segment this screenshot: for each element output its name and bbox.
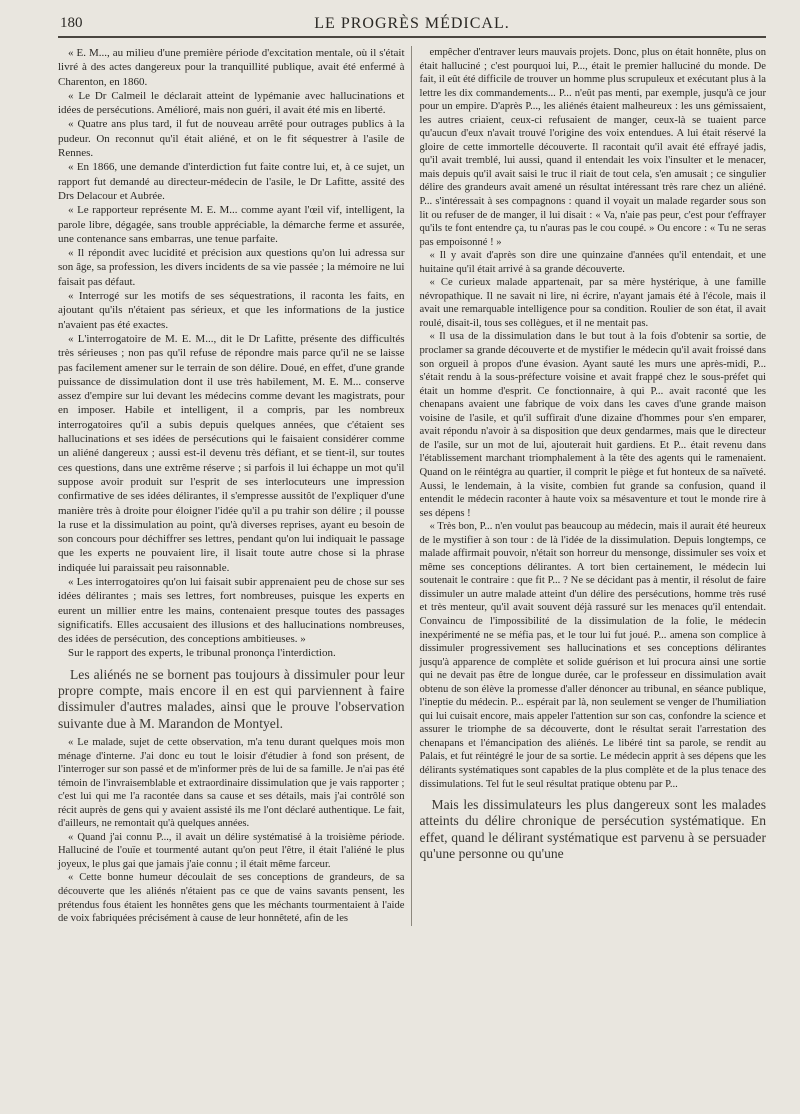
paragraph: « Le rapporteur représente M. E. M... comme ayant l'œil vif, intelligent, la parole libre, dégagée, sans trouble appréciable, la démarche ferme et assurée, une contenance sans embarras, une tenue parfaite. — [58, 204, 405, 245]
paragraph: « Quand j'ai connu P..., il avait un délire systématisé à la troisième période. Halluciné de l'ouïe et tourmenté autant qu'on peut l'être, il était l'aliéné le plus joyeux, le plus gai que jamais j'aie connu ; il était même farceur. — [58, 831, 405, 870]
paragraph: Les aliénés ne se bornent pas toujours à dissimuler pour leur propre compte, mais encore il en est qui parviennent à faire dissimuler d'autres malades, ainsi que le prouve l'observation suivante due à M. Marandon de Montyel. — [58, 666, 405, 731]
journal-title: LE PROGRÈS MÉDICAL. — [314, 15, 510, 32]
page-number: 180 — [60, 15, 83, 31]
paragraph: Mais les dissimulateurs les plus dangereux sont les malades atteints du délire chronique de persécution systématique. En effet, quand le délirant systématique est parvenu à se persuader qu'une personne ou qu'une — [419, 797, 766, 862]
left-column — [58, 46, 411, 926]
paragraph: « En 1866, une demande d'interdiction fut faite contre lui, et, à ce sujet, un rapport fut demandé au directeur-médecin de l'asile, le Dr Lafitte, assité des Drs Delacour et Aubrée. — [58, 161, 405, 202]
paragraph: « E. M..., au milieu d'une première période d'excitation mentale, où il s'était livré à des actes dangereux pour la tranquillité publique, avait été enfermé à Charenton, en 1860. — [58, 47, 405, 88]
paragraph: « Il usa de la dissimulation dans le but tout à la fois d'obtenir sa sortie, de proclamer sa grande découverte et de mystifier le médecin qu'il avait froissé dans son orgueil à propos d'une évasion. Ayant sauté les murs une après-midi, P... s'était rendu à la sous-préfecture voisine et avait frappé chez le sous-préfet qui était un homme d'esprit. Ce fonctionnaire, à qui P... avait raconté que les chenapans avaient une fabrique de voix dans les caves d'une grande maison voisine de l'asile, et qu'il suffirait d'une dizaine d'hommes pour s'en emparer, avait répondu n'avoir à sa disposition que deux gendarmes, mais que le directeur de l'asile, sur un mot de lui, ajouterait huit gardiens. Et P... était revenu dans l'établissement marchant triomphalement à la tête des agents qui le ramenaient. Quand on le réintégra au quartier, il comprit le piège et fut honteux de sa naïveté. Aussi, le lendemain, à la visite, combien fut grande sa confusion, quand il entendit le médecin raconter à haute voix sa mésaventure et tout le monde rire à ses dépens ! — [419, 331, 766, 519]
paragraph: « Très bon, P... n'en voulut pas beaucoup au médecin, mais il aurait été heureux de le mystifier à son tour : de là l'idée de la dissimulation. Depuis longtemps, ce malade affirmait pouvoir, n'était son horreur du mensonge, dissimuler ses voix et même ses conceptions délirantes. A tort bien certainement, le médecin lui soutenait le contraire : que fit P... ? Ne se décidant pas à mentir, il résolut de faire dissimuler un autre malade atteint d'un délire des persécutions, homme très rusé et très menteur, qu'il avait souvent déjà rassuré sur les menaces qu'il entendait. Convaincu de l'impossibilité de la dissimulation de la folie, le médecin inexpérimenté ne se méfia pas, et le tour lui fut joué. P... amena son complice à dissimuler progressivement ses hallucinations et ses conceptions délirantes jusqu'à apparence de complète et solide guérison et lui procura ainsi une sortie qui ne devait pas être de longue durée, car le professeur en dissimulation avait obtenu de son élève la promesse d'aller dénoncer au tribunal, en séance publique, l'ineptie du médecin. P... espérait par là, non seulement se venger de l'humiliation qui lui cuisait encore, mais appeler l'attention sur son cas, confondre la science et assurer le triomphe de sa découverte, dont le résultat serait l'arrestation des chenapans et l'émancipation des aliénés. Le libéré tint sa parole, se rendit au Palais, et fut réintégré le jour de sa sortie. Le médecin apprit à ses dépens que les délirants systématiques sont capables de la plus complète et de la plus tenace des dissimulations. Tel fut le seul résultat pratique obtenu par P... — [419, 521, 766, 790]
page-header — [58, 10, 766, 38]
paragraph: Sur le rapport des experts, le tribunal prononça l'interdiction. — [68, 647, 336, 660]
paragraph: « Interrogé sur les motifs de ses séquestrations, il raconta les faits, en ajoutant qu'ils n'étaient pas sérieux, et que les informations de la justice n'avaient pas été exactes. — [58, 290, 405, 331]
paragraph: « Le Dr Calmeil le déclarait atteint de lypémanie avec hallucinations et idées de persécutions. Amélioré, mais non guéri, il avait été mis en liberté. — [58, 89, 405, 117]
text-columns — [58, 46, 766, 926]
paragraph: « Le malade, sujet de cette observation, m'a tenu durant quelques mois mon ménage d'interne. J'ai donc eu tout le loisir d'étudier à fond son présent, de l'interroger sur son passé et de m'informer près de lui de sa famille. Je n'ai pas été témoin de l'invraisemblable et extraordinaire dissimulation que je vais rapporter ; c'est lui qui me l'a racontée dans sa cause et ses détails, mais j'ai contrôlé son récit auprès de gens qui y avaient assisté ils me l'ont déclaré authentique. Le fait, d'ailleurs, ne remontait qu'à quelques années. — [58, 737, 405, 830]
paragraph: « Il répondit avec lucidité et précision aux questions qu'on lui adressa sur son âge, sa profession, les divers incidents de sa vie passée ; la mémoire ne lui faisait pas défaut. — [58, 247, 405, 288]
paragraph: empêcher d'entraver leurs mauvais projets. Donc, plus on était honnête, plus on était halluciné ; c'est pourquoi lui, P..., était le premier halluciné du monde. De fait, il eût été difficile de trouver un homme plus scrupuleux et exécutant plus à la lettre les dix commandements... P... n'eût pas menti, par exemple, jusqu'à ce jour pour un empire. D'après P..., les aliénés étaient malheureux : les uns gémissaient, les autres criaient, ceux-ci refusaient de manger, ceux-là se tuaient parce qu'aucun d'eux n'avait trouvé l'origine des voix entendues. A lui était réservé la gloire de cette immortelle découverte. Il racontait qu'il avait été effrayé jadis, qu'il avait tremblé, lui aussi, quand il entendait les voix l'insulter et le menacer, mais depuis qu'il avait saisi le truc il riait de tout cela, s'en amusait ; ce singulier délire des grandeurs avait amené un résultat intéressant très rare chez un aliéné. P... s'intéressait à ses compagnons : quand il voyait un malade regarder sous son lit ou refuser de de manger, il lui disait : « Va, n'aie pas peur, c'est pour t'effrayer qu'ils te font entendre ça, tu n'auras pas le cou coupé. » Ou encore : « Tu ne seras pas empoisonné ! » — [419, 47, 766, 248]
paragraph: « L'interrogatoire de M. E. M..., dit le Dr Lafitte, présente des difficultés très sérieuses ; non pas qu'il refuse de répondre mais parce qu'il ne se laisse pas facilement amener sur le terrain de son délire. Doué, en effet, d'une grande puissance de dissimulation dont il use très habilement, M. E. M... conserve assez d'empire sur lui devant les médecins comme devant les magistrats, pour en imposer. Habile et intelligent, il a compris, par les nombreux interrogatoires qu'il a subis depuis quelques années, que c'étaient ses hallucinations et ses idées de persécutions qui le faisaient considérer comme un aliéné dangereux ; aussi est-il devenu très défiant, et se tient-il, sur toutes ces questions, dans une extrême réserve ; si parfois il lui échappe un mot qu'il suppose avoir produit sur l'esprit de ses interlocuteurs une impression confirmative de ses idées délirantes, il s'empresse aussitôt de l'expliquer d'une manière très à droite pour éloigner l'idée qu'il a pu trahir son délire ; il pousse la ruse et la dissimulation au point, qu'à diverses reprises, ayant eu besoin de son concours pour déchiffrer ses lettres, pendant qu'on lui indiquait le passage que les experts ne pouvaient lire, il lisait toute autre chose si la phrase indiquée lui paraissait peu raisonnable. — [58, 332, 405, 574]
paragraph: « Cette bonne humeur découlait de ses conceptions de grandeurs, de sa découverte que les aliénés n'étaient pas ce que de vains savants pensent, les prétendus fous étaient les honnêtes gens que les méchants tourmentaient à l'aide de voix fabriquées précisément à cause de leur honnêteté, afin de les — [58, 872, 405, 925]
right-column — [411, 46, 767, 926]
paragraph: « Ce curieux malade appartenait, par sa mère hystérique, à une famille névropathique. Il ne savait ni lire, ni écrire, n'ayant jamais été à l'école, mais il avait une remarquable intelligence pour sa condition. Roulier de son état, il avait roulé, disait-il, tous ses collègues, et il ne mentait pas. — [419, 277, 766, 329]
paragraph: « Quatre ans plus tard, il fut de nouveau arrêté pour outrages publics à la pudeur. On reconnut qu'il était aliéné, et on le fit séquestrer à l'asile de Rennes. — [58, 118, 405, 160]
paragraph: « Il y avait d'après son dire une quinzaine d'années qu'il entendait, et une huitaine qu'il était arrivé à sa grande découverte. — [419, 250, 766, 275]
paragraph: « Les interrogatoires qu'on lui faisait subir apprenaient peu de chose sur ses idées délirantes ; mais ses lettres, fort nombreuses, puisque les experts en eurent un millier entre les mains, contenaient presque toutes des passages significatifs. Elles accusaient des illusions et des hallucinations nombreuses, des idées de persécution, des conceptions ambitieuses. » — [58, 575, 405, 646]
